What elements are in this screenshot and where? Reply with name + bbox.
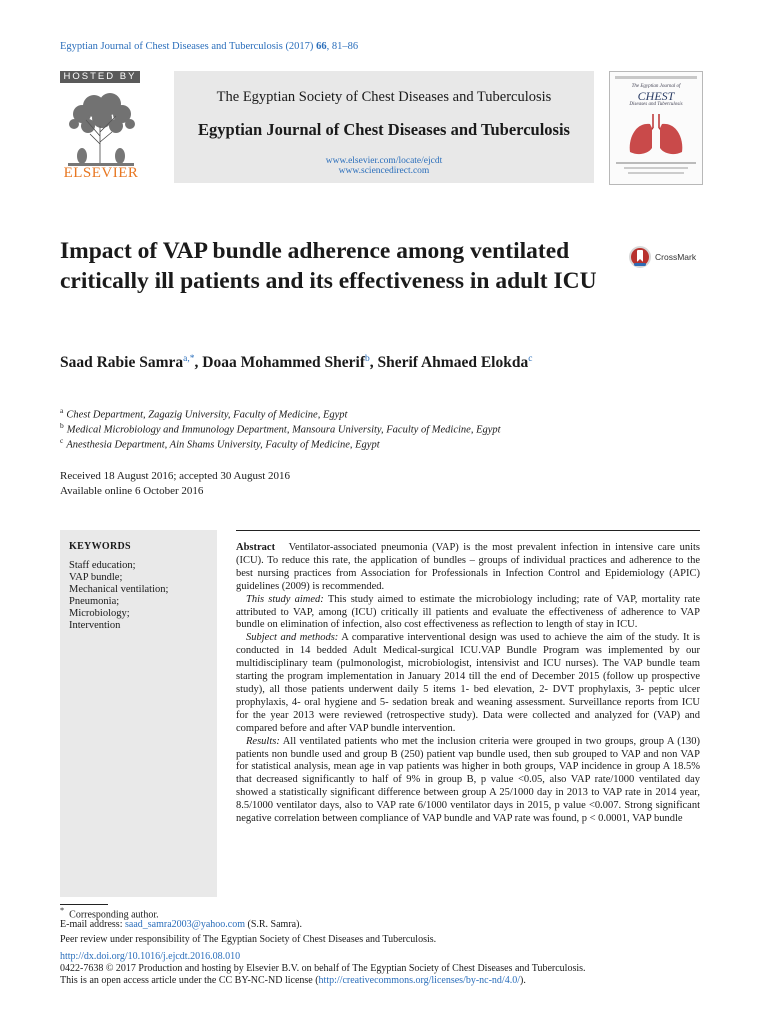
cover-line1: The Egyptian Journal of xyxy=(631,84,681,89)
keyword-item: Pneumonia; xyxy=(69,596,120,607)
keyword-item: Microbiology; xyxy=(69,608,130,619)
keywords-heading: KEYWORDS xyxy=(69,541,131,552)
crossmark-label: CrossMark xyxy=(655,252,697,262)
keyword-item: Intervention xyxy=(69,620,121,631)
affiliation-a xyxy=(60,406,347,421)
lungs-icon xyxy=(624,110,688,156)
elsevier-wordmark: ELSEVIER xyxy=(63,165,139,181)
citation-pages: , 81–86 xyxy=(326,41,359,52)
oa-suffix: ). xyxy=(519,975,526,986)
affiliation-sup: a xyxy=(60,406,64,415)
author-name: Sherif Ahmaed Elokda xyxy=(377,354,529,372)
citation-line[interactable] xyxy=(60,41,358,52)
author-name: Saad Rabie Samra xyxy=(60,354,184,372)
abstract-aim-label: This study aimed: xyxy=(246,593,324,605)
email-label: E-mail address: xyxy=(60,919,123,930)
abstract-results-label: Results: xyxy=(246,735,280,747)
abstract-intro: Ventilator-associated pneumonia (VAP) is the most prevalent infection in intensive care units (ICU). To reduce this rate, the application of bundles – groups of individual practices and adherence to the best nursing practices from Association for Professionals in Infection Control and Epidemiology (APIC) guidelines (2009) is recommended. xyxy=(236,542,701,592)
cover-line3: Diseases and Tuberculosis xyxy=(629,102,683,107)
footnote-rule xyxy=(60,904,108,905)
abstract-methods-paragraph xyxy=(236,632,700,735)
journal-cover-thumbnail[interactable] xyxy=(609,71,703,185)
journal-url-elsevier[interactable]: www.elsevier.com/locate/ejcdt xyxy=(325,156,443,166)
cover-top-bar xyxy=(615,76,697,79)
abstract-intro-paragraph xyxy=(236,542,700,594)
open-access-note xyxy=(60,975,526,986)
available-online-date: Available online 6 October 2016 xyxy=(60,485,204,497)
doi-link[interactable]: http://dx.doi.org/10.1016/j.ejcdt.2016.08.010 xyxy=(60,951,241,962)
citation-year: (2017) xyxy=(285,41,314,52)
citation-journal: Egyptian Journal of Chest Diseases and Tuberculosis xyxy=(60,41,283,52)
abstract-label: Abstract xyxy=(236,542,276,553)
affiliation-c xyxy=(60,436,380,451)
author-list xyxy=(60,354,532,372)
oa-prefix: This is an open access article under the CC BY-NC-ND license ( xyxy=(60,975,319,986)
abstract-aim: This study aimed to estimate the microbiology including; rate of VAP, mortality rate attributed to VAP, among (ICU) critically ill patients and evaluate the effectiveness of adherence to VAP bundle on elimination of infection, also cost effectiveness as reflection to length of stay in ICU. xyxy=(236,593,700,631)
abstract-methods-label: Subject and methods: xyxy=(246,632,339,644)
footnote-star: * xyxy=(60,906,65,915)
affiliation-b xyxy=(60,421,501,436)
author-sup[interactable]: b xyxy=(365,354,370,364)
license-link[interactable]: http://creativecommons.org/licenses/by-nc-nd/4.0/ xyxy=(318,975,520,986)
abstract-top-rule xyxy=(236,530,700,531)
author-sup[interactable]: c xyxy=(528,354,533,364)
peer-review-note: Peer review under responsibility of The Egyptian Society of Chest Diseases and Tuberculosis. xyxy=(60,934,437,945)
abstract-results: All ventilated patients who met the inclusion criteria were grouped in two groups, group A (130) patients non bundle used and group B (250) patient vap bundle used, then sub grouped to VAP and non VAP for statistical analysis, mean age in vap patients was higher in both groups, VAP incidence in group A 18.5% that decreased significantly to half of 9% in group B, p value <0.05, also VAP rate/1000 ventilated day showed a statistically significant difference between group A 25/1000 day in 2013 to VAP rate in 2014 year, 8.5/1000 ventilator days, also to VAP rate 6/1000 ventilator days in 2015, p value <0.007. Strong significant negative correlation between compliance of VAP bundle and VAP rate was found, p < 0.0001, VAP bundle xyxy=(236,735,701,825)
author-sup[interactable]: a,* xyxy=(183,354,195,364)
abstract-aim-paragraph xyxy=(236,594,700,633)
cover-rule-3 xyxy=(628,172,684,174)
keyword-item: VAP bundle; xyxy=(69,572,123,583)
author-separator: , xyxy=(369,354,378,372)
corresponding-text: Corresponding author. xyxy=(69,909,159,921)
hosted-by-label: HOSTED BY xyxy=(60,71,140,83)
citation-volume: 66 xyxy=(316,41,327,52)
abstract-methods: A comparative interventional design was used to achieve the aim of the study. It is conducted in 14 bedded Adult Medical-surgical ICU.VAP Bundle Program was implemented by our multidisciplinary team (pulmonologist, microbiologist, intensivist and ICU nurses). The VAP bundle team starting the program implementation in January 2014 till the end of December 2015 (follow up prospective study), all those patients underwent daily 5 items 1- bed elevation, 2- DVT prophylaxis, 3- peptic ulcer prophylaxis, 4- oral hygiene and 5- sedation break and weaning assessment. Surveillance reports from ICU for the year 2013 were reviewed (retrospective study). Data were collected and analyzed for (VAP) and compared before and after VAP bundle intervention. xyxy=(236,632,700,734)
cover-rule-1 xyxy=(616,162,696,164)
keywords-list xyxy=(69,560,168,632)
email-suffix: (S.R. Samra). xyxy=(247,919,302,930)
cover-line2: CHEST xyxy=(637,89,675,103)
email-link[interactable]: saad_samra2003@yahoo.com xyxy=(124,919,245,930)
email-note xyxy=(60,919,302,930)
author-separator: , xyxy=(194,354,203,372)
affiliation-text: Medical Microbiology and Immunology Department, Mansoura University, Faculty of Medicine, Egypt xyxy=(66,424,501,436)
cover-rule-2 xyxy=(624,167,688,169)
keyword-item: Staff education; xyxy=(69,560,136,571)
keyword-item: Mechanical ventilation; xyxy=(69,584,169,595)
affiliation-text: Chest Department, Zagazig University, Faculty of Medicine, Egypt xyxy=(66,409,348,421)
author-name: Doaa Mohammed Sherif xyxy=(202,354,365,372)
abstract-results-paragraph xyxy=(236,736,700,826)
society-name: The Egyptian Society of Chest Diseases and Tuberculosis xyxy=(216,89,552,105)
affiliation-sup: b xyxy=(60,421,64,430)
affiliation-sup: c xyxy=(60,436,64,445)
elsevier-tree-logo-icon xyxy=(60,86,142,168)
article-title: Impact of VAP bundle adherence among ventilated critically ill patients and its effectiveness in adult ICU xyxy=(60,238,597,294)
abstract-body xyxy=(236,542,700,826)
journal-name: Egyptian Journal of Chest Diseases and Tuberculosis xyxy=(198,120,570,139)
journal-url-sciencedirect[interactable]: www.sciencedirect.com xyxy=(338,166,430,176)
affiliation-text: Anesthesia Department, Ain Shams University, Faculty of Medicine, Egypt xyxy=(66,439,380,451)
received-date: Received 18 August 2016; accepted 30 August 2016 xyxy=(60,470,291,482)
issn-copyright-note: 0422-7638 © 2017 Production and hosting by Elsevier B.V. on behalf of The Egyptian Society of Chest Diseases and Tuberculosis. xyxy=(60,963,586,974)
